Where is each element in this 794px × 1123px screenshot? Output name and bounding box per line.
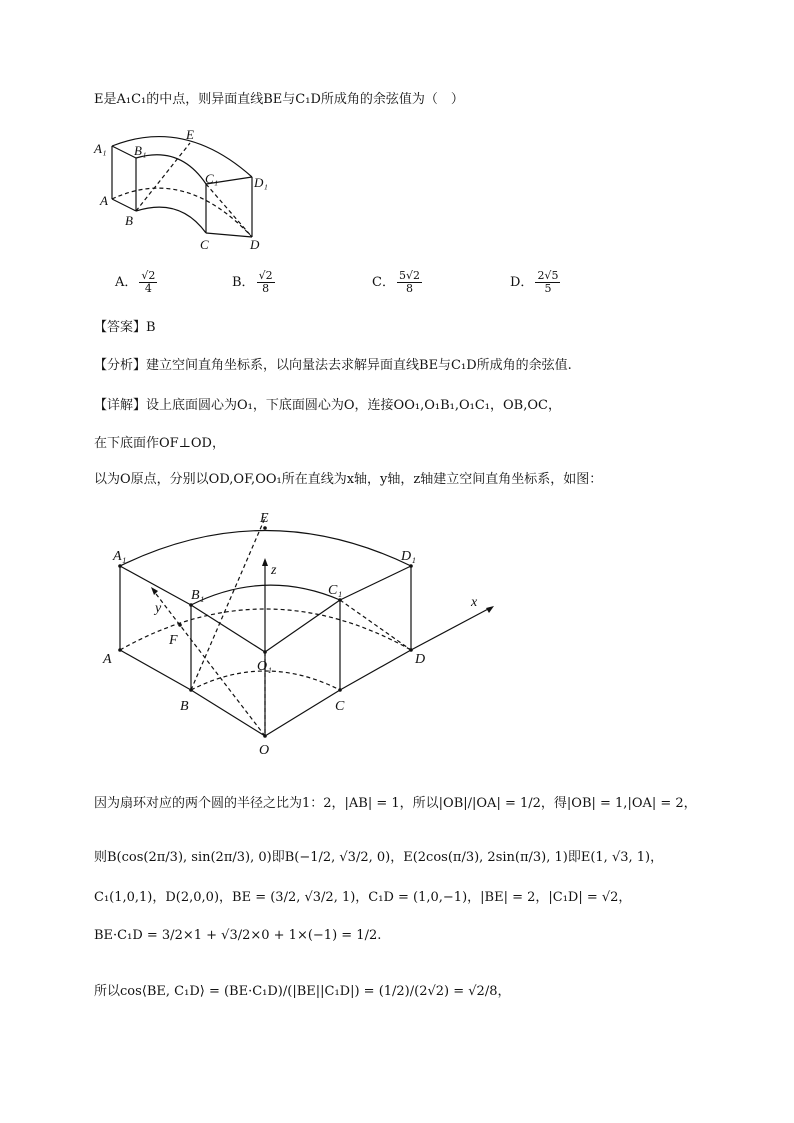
figure-2-coordinate-system [95,500,515,760]
option-a-den: 4 [144,282,152,295]
fig1-label-E: E [186,127,194,142]
answer-line [94,316,156,335]
analysis-line [94,354,572,373]
option-b-num: √2 [258,269,273,282]
fig1-label-C1: C₁ [205,171,219,186]
option-a-num: √2 [141,269,156,282]
detail-line-7 [94,928,381,943]
question-stem [94,88,464,107]
fig2-label-A1: A₁ [113,549,127,564]
option-a[interactable] [115,270,159,295]
option-d[interactable] [510,270,562,295]
option-d-letter: D． [510,275,534,290]
fig2-label-B: B [180,699,189,714]
detail-text-6: C₁(1,0,1)，D(2,0,0)，BE = (3/2, √3/2, 1)，C₁D = (1,0,−1)，|BE| = 2，|C₁D| = √2， [94,890,632,905]
detail-text-3: 以为O原点，分别以OD,OF,OO₁所在直线为x轴，y轴，z轴建立空间直角坐标系，如图： [94,472,603,487]
fig1-label-A1: A₁ [94,141,107,156]
detail-line-4 [94,792,697,811]
detail-text-1: 设上底面圆心为O₁，下底面圆心为O，连接OO₁,O₁B₁,O₁C₁，OB,OC， [146,398,561,413]
fig1-label-D1: D₁ [254,175,268,190]
option-d-den: 5 [544,282,552,295]
fig2-label-F: F [169,633,178,648]
detail-line-5 [94,846,663,865]
fig2-label-D1: D₁ [401,549,416,564]
fig2-label-C: C [335,699,345,714]
question-stem-text: E是A₁C₁的中点，则异面直线BE与C₁D所成角的余弦值为（ ） [94,92,464,107]
detail-line-8 [94,980,510,999]
detail-text-2: 在下底面作OF⊥OD， [94,436,225,451]
fig2-label-E: E [260,511,269,526]
detail-text-4: 因为扇环对应的两个圆的半径之比为1：2，|AB| = 1，所以|OB|/|OA| = 1/2，得|OB| = 1,|OA| = 2， [94,796,697,811]
fig2-label-x: x [471,595,478,610]
detail-line-6 [94,886,631,905]
fig2-label-O: O [259,743,270,758]
fig2-label-A: A [103,652,112,667]
fig2-label-B1: B₁ [191,588,205,603]
detail-line-3 [94,468,602,487]
option-c-den: 8 [405,282,413,295]
option-b-den: 8 [262,282,270,295]
fig2-label-D: D [415,652,426,667]
fig2-label-O1: O₁ [257,659,272,674]
fig1-label-D: D [250,237,260,252]
answer-tag: 【答案】 [94,320,147,335]
fig1-label-C: C [200,237,209,252]
detail-text-5: 则B(cos(2π/3), sin(2π/3), 0)即B(−1/2, √3/2, 0)，E(2cos(π/3), 2sin(π/3), 1)即E(1, √3, 1)， [94,850,664,865]
fig2-label-z: z [271,563,277,578]
detail-text-8: 所以cos⟨BE, C₁D⟩ = (BE·C₁D)/(|BE||C₁D|) = (1/2)/(2√2) = √2/8， [94,984,511,999]
option-c-letter: C． [372,275,395,290]
fig1-label-B1: B₁ [134,143,147,158]
detail-tag: 【详解】 [94,398,147,413]
inner-top-arc [136,155,206,184]
analysis-text: 建立空间直角坐标系，以向量法去求解异面直线BE与C₁D所成角的余弦值. [146,358,572,373]
option-b-letter: B． [232,275,255,290]
fig2-label-C1: C₁ [328,583,343,598]
option-c[interactable] [372,270,424,295]
option-b[interactable] [232,270,277,295]
detail-text-7: BE·C₁D = 3/2×1 + √3/2×0 + 1×(−1) = 1/2. [94,928,382,943]
detail-line-1 [94,394,561,413]
fig2-label-y: y [155,601,162,616]
analysis-tag: 【分析】 [94,358,147,373]
answer-value: B [146,320,156,335]
detail-line-2 [94,432,225,451]
fig1-label-B: B [125,213,133,228]
figure-1-prism [90,125,290,255]
option-a-letter: A． [115,275,138,290]
fig1-label-A: A [100,193,108,208]
option-d-num: 2√5 [537,269,559,282]
option-c-num: 5√2 [398,269,420,282]
